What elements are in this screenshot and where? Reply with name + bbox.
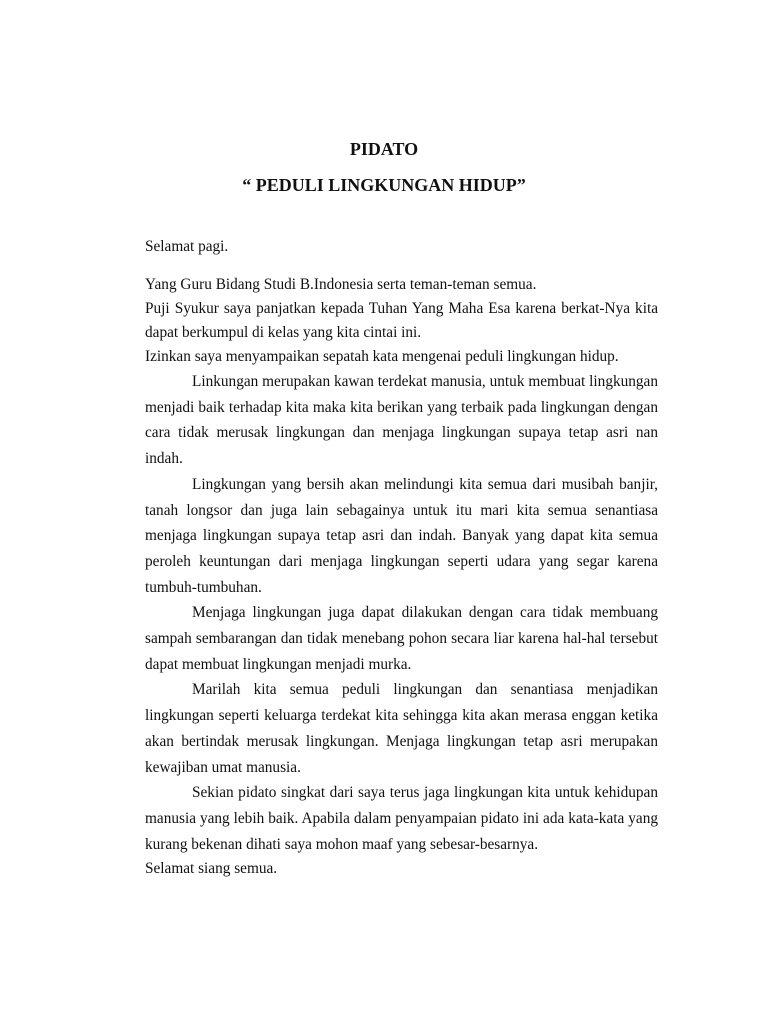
body-paragraph: Linkungan merupakan kawan terdekat manusia, untuk membuat lingkungan menjadi baik terhadap kita maka kita berikan yang terbaik pada lingkungan dengan cara tidak merusak lingkungan dan menjaga lingkungan supaya tetap asri nan indah. (145, 373, 658, 468)
page-title: PIDATO (349, 139, 419, 159)
opening-line: Puji Syukur saya panjatkan kepada Tuhan Yang Maha Esa karena berkat-Nya kita dapat berkumpul di kelas yang kita cintai ini. (145, 300, 658, 341)
body-paragraph: Marilah kita semua peduli lingkungan dan senantiasa menjadikan lingkungan seperti keluarga terdekat kita sehingga kita akan merasa enggan ketika akan bertindak merusak lingkungan. Menjaga lingkungan tetap asri merupakan kewajiban umat manusia. (145, 681, 658, 776)
opening-line: Yang Guru Bidang Studi B.Indonesia serta teman-teman semua. (145, 276, 537, 293)
body-paragraph: Menjaga lingkungan juga dapat dilakukan dengan cara tidak membuang sampah sembarangan dan tidak menebang pohon secara liar karena hal-hal tersebut dapat membuat lingkungan menjadi murka. (145, 604, 658, 673)
body-paragraph: Lingkungan yang bersih akan melindungi kita semua dari musibah banjir, tanah longsor dan juga lain sebagainya untuk itu mari kita semua senantiasa menjaga lingkungan supaya tetap asri dan indah. Banyak yang dapat kita semua peroleh keuntungan dari menjaga lingkungan seperti udara yang segar karena tumbuh-tumbuhan. (145, 475, 658, 596)
opening-line: Izinkan saya menyampaikan sepatah kata mengenai peduli lingkungan hidup. (145, 348, 619, 365)
speech-body (145, 235, 658, 881)
speech-subtitle: “ PEDULI LINGKUNGAN HIDUP” (242, 175, 526, 195)
greeting-line: Selamat pagi. (145, 238, 229, 255)
closing-line: Selamat siang semua. (145, 860, 278, 878)
paragraph-spacer (145, 259, 658, 273)
body-paragraph: Sekian pidato singkat dari saya terus jaga lingkungan kita untuk kehidupan manusia yang lebih baik. Apabila dalam penyampaian pidato ini ada kata-kata yang kurang bekenan dihati saya mohon maaf yang sebesar-besarnya. (145, 784, 658, 853)
